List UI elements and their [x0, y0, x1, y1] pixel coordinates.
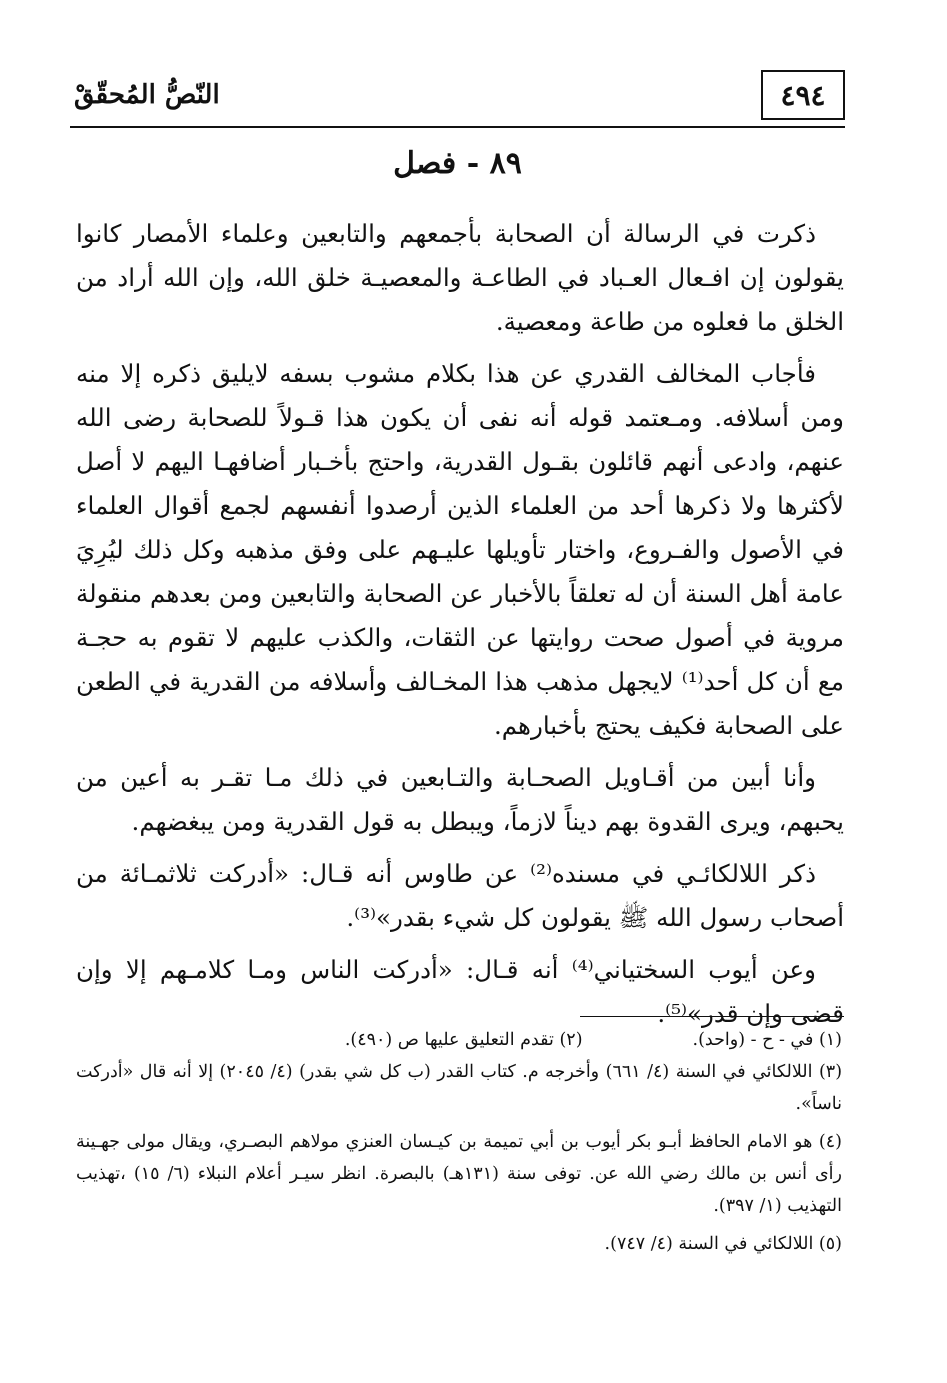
main-text — [76, 212, 844, 1044]
page-header — [70, 70, 845, 130]
footnotes — [76, 1024, 842, 1266]
paragraph-5: وعن أيوب السختياني⁽⁴⁾ أنه قـال: «أدركت الناس ومـا كلامـهم إلا وإن قضى وإن قدر»⁽⁵⁾. — [76, 955, 844, 1028]
footnote-3: (٣) اللالكائي في السنة (٤/ ٦٦١) وأخرجه م. كتاب القدر (ب كل شي بقدر) (٤/ ٢٠٤٥) إلا أنه قال «أدركت ناساً». — [76, 1062, 843, 1114]
header-rule — [70, 126, 845, 128]
paragraph-2: فأجاب المخالف القدري عن هذا بكلام مشوب بسفه لايليق ذكره إلا منه ومن أسلافه. ومـعتمد قوله أنه نفى أن يكون هذا قـولاً للصحابة رضى الله عنهم، وادعى أنهم قائلون بقـول القدرية، واحتج بأخـبار أضافهـا اليهم لا أصل لأكثرها ولا ذكرها أحد من العلماء الذين أرصدوا أنفسهم لجمع أقوال العلماء في الأصول والفـروع، واختار تأويلها عليـهم على وفق مذهبه وكل ذلك ليُرِيَ عامة أهل السنة أن له تعلقاً بالأخبار عن الصحابة والتابعين ومن بعدهم منقولة مروية في أصول صحت روايتها عن الثقات، والكذب عليهم لا تقوم به حجـة مع أن كل أحد⁽¹⁾ لايجهل مذهب هذا المخـالف وأسلافه من القدرية في الطعن على الصحابة فكيف يحتج بأخبارهم. — [76, 359, 844, 740]
footnote-row — [76, 1024, 842, 1056]
footnote-2: (٢) تقدم التعليق عليها ص (٤٩٠). — [344, 1030, 583, 1050]
page-number: ٤٩٤ — [761, 70, 845, 120]
footnote-rule — [580, 1016, 844, 1017]
footnote-5: (٥) اللالكائي في السنة (٤/ ٧٤٧). — [604, 1234, 842, 1254]
paragraph-3: وأنا أبين من أقـاويل الصحـابة والتـابعين في ذلك مـا تقـر به أعين من يحبهم، ويرى القدوة بهم ديناً لازماً، ويبطل به قول القدرية ومن يبغضهم. — [76, 763, 844, 836]
running-title: النّصُّ المُحقّقْ — [74, 80, 220, 110]
footnote-4: (٤) هو الامام الحافظ أبـو بكر أيوب بن أبي تميمة بن كيـسان العنزي مولاهم البصـري، ويقال مولى جهـينة رأى أنس بن مالك رضي الله عن. توفى سنة (١٣١هـ) بالبصرة. انظر سيـر أعلام النبلاء (٦/ ١٥) ،تهذيب التهذيب (١/ ٣٩٧). — [76, 1132, 842, 1216]
footnote-1: (١) في - ح - (واحد). — [692, 1030, 842, 1050]
section-title: ٨٩ - فصل — [393, 146, 522, 181]
paragraph-4: ذكر اللالكائـي في مسنده⁽²⁾ عن طاوس أنه قـال: «أدركت ثلاثمـائة من أصحاب رسول الله ﷺ يقولون كل شيء بقدر»⁽³⁾. — [76, 859, 844, 932]
paragraph-1: ذكرت في الرسالة أن الصحابة بأجمعهم والتابعين وعلماء الأمصار كانوا يقولون إن افـعال العـباد في الطاعـة والمعصيـة خلق الله، وإن الله أراد من الخلق ما فعلوه من طاعة ومعصية. — [76, 219, 844, 336]
